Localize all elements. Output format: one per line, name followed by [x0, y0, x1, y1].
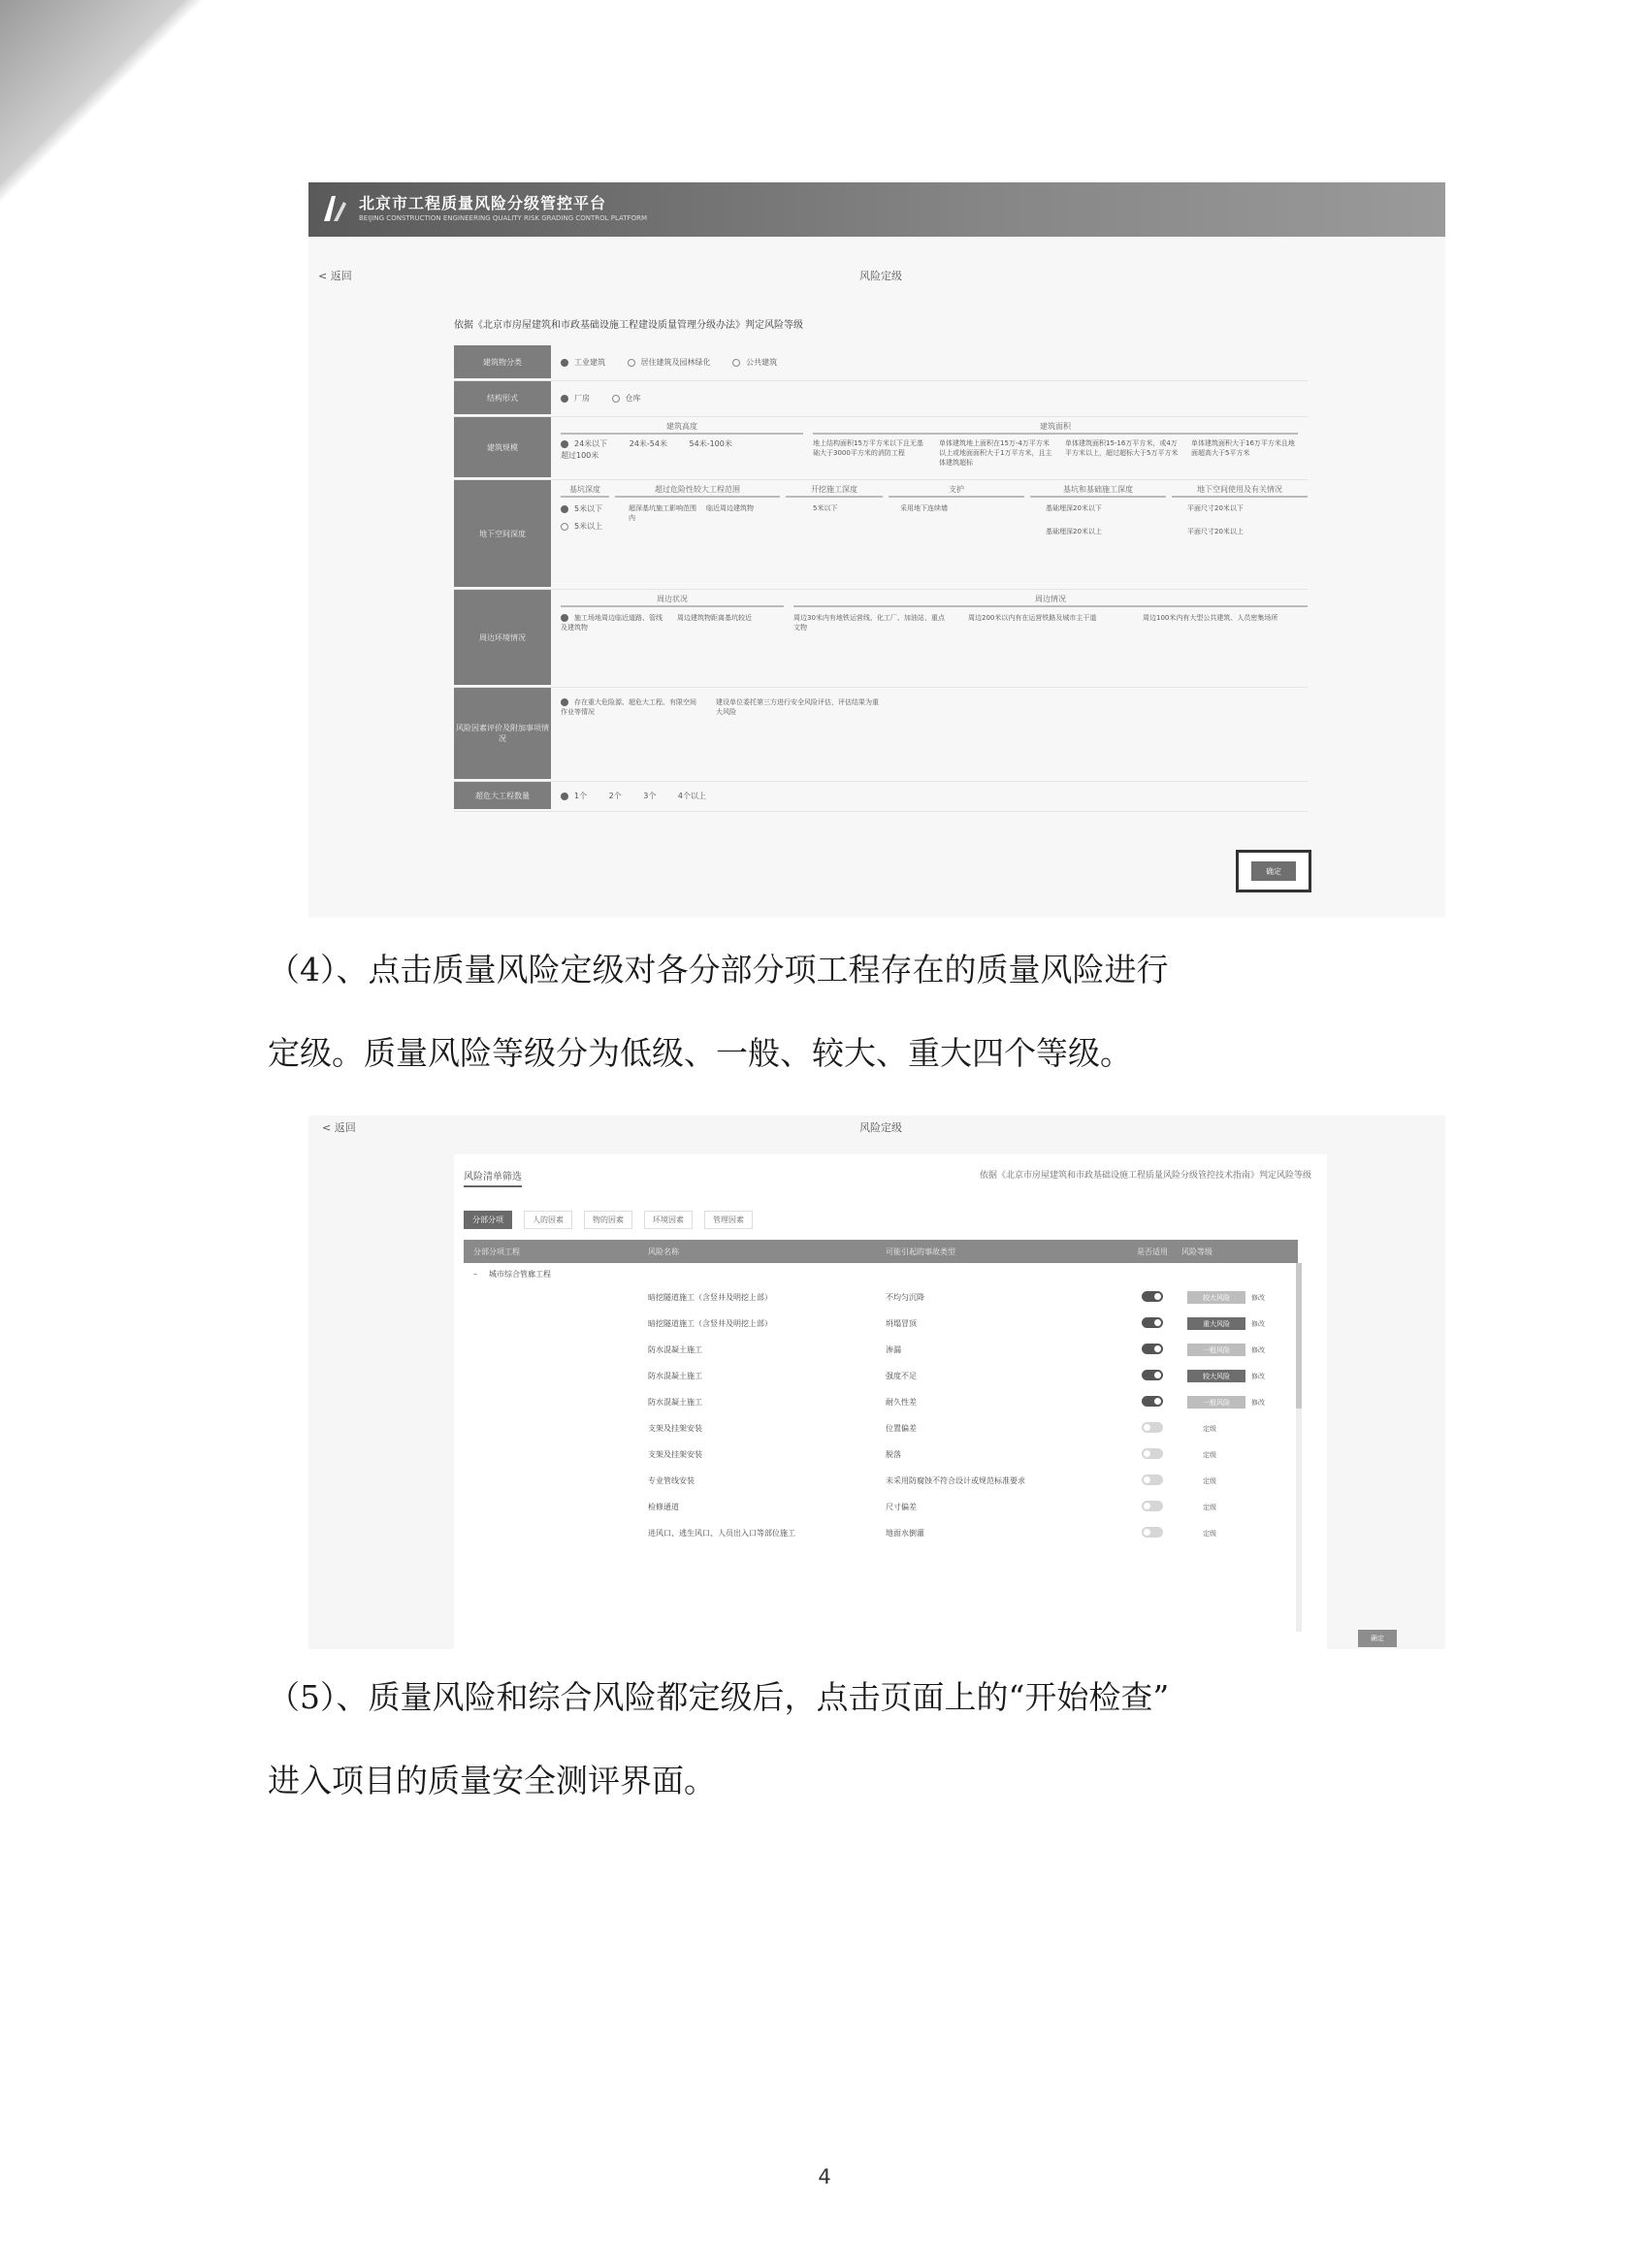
confirm-button[interactable]: 确定: [1358, 1630, 1397, 1647]
risk-name: 暗挖隧道施工（含竖井及明挖上部）: [648, 1319, 772, 1328]
option-radio[interactable]: 54米-100米: [689, 439, 732, 448]
risk-list-card: [454, 1154, 1327, 1649]
risk-name: 暗挖隧道施工（含竖井及明挖上部）: [648, 1293, 772, 1302]
row-label: 周边环境情况: [454, 590, 551, 685]
table-row: [464, 1311, 1298, 1337]
depth-note: 采用地下连续墙: [900, 504, 948, 512]
applicable-toggle[interactable]: [1142, 1344, 1163, 1354]
applicable-toggle[interactable]: [1142, 1291, 1163, 1302]
risk-name: 防水混凝土施工: [648, 1398, 702, 1407]
risk-level-select[interactable]: 一般风险: [1187, 1344, 1245, 1356]
scroll-thumb[interactable]: [1296, 1263, 1302, 1409]
confirm-button[interactable]: 确定: [1251, 861, 1296, 881]
table-row: [464, 1494, 1298, 1520]
row-label: 建筑物分类: [454, 345, 551, 378]
tab-human[interactable]: 人的因素: [524, 1211, 572, 1229]
basis-note: 依据《北京市房屋建筑和市政基础设施工程建设质量管理分级办法》判定风险等级: [454, 320, 803, 331]
group-label: 城市综合管廊工程: [489, 1269, 551, 1279]
table-row: [464, 1520, 1298, 1546]
row-label: 地下空间深度: [454, 480, 551, 587]
instruction-paragraph-5-line2: 进入项目的质量安全测评界面。: [268, 1762, 716, 1799]
depth-note: 平面尺寸20米以下: [1187, 504, 1244, 512]
sub-header: 基坑深度: [561, 484, 609, 498]
table-row: [464, 1415, 1298, 1442]
option-radio[interactable]: 24米-54米: [629, 439, 667, 448]
risk-level-select[interactable]: 较大风险: [1187, 1291, 1245, 1304]
applicable-toggle[interactable]: [1142, 1396, 1163, 1407]
applicable-toggle[interactable]: [1142, 1527, 1163, 1538]
accident-type: 坍塌冒顶: [886, 1319, 917, 1328]
table-row: [464, 1442, 1298, 1468]
depth-note: 5米以下: [813, 504, 838, 512]
radio-selected-icon: [561, 505, 568, 513]
option-radio[interactable]: 5米以下: [561, 503, 613, 515]
risk-table: [464, 1240, 1298, 1546]
edit-link[interactable]: 修改: [1251, 1372, 1265, 1380]
option-radio[interactable]: 1个: [561, 791, 587, 802]
option-radio[interactable]: 超过100米: [561, 451, 599, 460]
accident-type: 强度不足: [886, 1372, 917, 1380]
factor-row-extra-items: [454, 688, 1308, 782]
table-row: [464, 1284, 1298, 1311]
factor-row-surroundings: [454, 590, 1308, 688]
depth-note: 基础埋深20米以下: [1046, 504, 1102, 512]
accident-type: 渗漏: [886, 1345, 901, 1354]
radio-selected-icon: [561, 395, 568, 403]
tab-environment[interactable]: 环境因素: [644, 1211, 693, 1229]
column-header: 可能引起的事故类型: [886, 1247, 955, 1256]
accident-type: 脱落: [886, 1450, 901, 1459]
risk-name: 防水混凝土施工: [648, 1372, 702, 1380]
tab-management[interactable]: 管理因素: [704, 1211, 753, 1229]
option-radio[interactable]: 4个以上: [677, 792, 707, 800]
back-link[interactable]: < 返回: [322, 1121, 356, 1134]
edit-link[interactable]: 修改: [1251, 1293, 1265, 1302]
option-radio[interactable]: 厂房: [561, 393, 590, 405]
row-label: 风险因素评价及附加事项情况: [454, 688, 551, 779]
column-header: 风险名称: [648, 1247, 679, 1256]
rate-link[interactable]: 定级: [1203, 1450, 1216, 1459]
option-radio[interactable]: 工业建筑: [561, 357, 605, 369]
sub-header: 支护: [889, 484, 1024, 498]
rate-link[interactable]: 定级: [1203, 1529, 1216, 1538]
accident-type: 尺寸偏差: [886, 1503, 917, 1511]
platform-title: 北京市工程质量风险分级管控平台: [359, 194, 607, 212]
risk-factor-table: [454, 345, 1308, 812]
rate-link[interactable]: 定级: [1203, 1424, 1216, 1433]
applicable-toggle[interactable]: [1142, 1474, 1163, 1485]
option-radio[interactable]: 居住建筑及园林绿化: [628, 357, 711, 369]
risk-name: 支架及挂架安装: [648, 1424, 702, 1433]
section-title: 风险清单筛选: [464, 1168, 522, 1187]
scale-note: 单体建筑面积大于16万平方米且地面超高大于5平方米: [1191, 439, 1295, 457]
factor-row-underground: [454, 480, 1308, 590]
radio-selected-icon: [561, 440, 568, 448]
sub-header: 地下空间使用及有关情况: [1172, 484, 1308, 498]
accident-type: 位置偏差: [886, 1424, 917, 1433]
page-title: 风险定级: [859, 270, 902, 282]
risk-level-select[interactable]: 一般风险: [1187, 1396, 1245, 1409]
radio-selected-icon: [561, 359, 568, 367]
applicable-toggle[interactable]: [1142, 1448, 1163, 1459]
depth-note: 基础埋深20米以上: [1046, 528, 1102, 535]
factor-row-structure: [454, 381, 1308, 417]
radio-selected-icon: [561, 698, 568, 706]
option-radio[interactable]: 3个: [643, 792, 657, 800]
accident-type: 不均匀沉降: [886, 1293, 924, 1302]
depth-note: 平面尺寸20米以上: [1187, 528, 1244, 535]
accident-type: 地面水倒灌: [886, 1529, 924, 1538]
row-label: 建筑规模: [454, 417, 551, 477]
group-row[interactable]: [464, 1263, 1298, 1284]
instruction-paragraph-5-line1: （5）、质量风险和综合风险都定级后，点击页面上的“开始检查”: [268, 1678, 1170, 1716]
rate-link[interactable]: 定级: [1203, 1503, 1216, 1511]
reference-note: 依据《北京市房屋建筑和市政基础设施工程质量风险分级管控技术指南》判定风险等级: [979, 1171, 1311, 1181]
column-header: 是否适用: [1137, 1247, 1168, 1256]
factor-row-major-projects: [454, 782, 1308, 812]
edit-link[interactable]: 修改: [1251, 1319, 1265, 1328]
instruction-paragraph-4-line1: （4）、点击质量风险定级对各分部分项工程存在的质量风险进行: [268, 951, 1169, 988]
option-radio[interactable]: 24米以下: [561, 438, 607, 450]
table-row: [464, 1389, 1298, 1415]
row-label: 结构形式: [454, 381, 551, 414]
factor-row-building-type: [454, 345, 1308, 381]
option-radio[interactable]: 2个: [608, 792, 622, 800]
sub-header: 超过危险性较大工程范围: [615, 484, 780, 498]
collapse-icon: –: [473, 1269, 477, 1279]
platform-subtitle: BEIJING CONSTRUCTION ENGINEERING QUALITY RISK GRADING CONTROL PLATFORM: [359, 214, 648, 222]
tab-material[interactable]: 物的因素: [584, 1211, 632, 1229]
sub-header: 周边状况: [561, 594, 784, 607]
platform-logo-icon: [318, 192, 351, 225]
env-note: 周边100米内有大型公共建筑、人员密集场所: [1143, 614, 1278, 622]
radio-icon: [561, 523, 568, 531]
rate-link[interactable]: 定级: [1203, 1476, 1216, 1485]
risk-name: 检修通道: [648, 1503, 679, 1511]
risk-rating-form-screenshot: [308, 182, 1445, 918]
radio-selected-icon: [561, 793, 568, 800]
row-label: 超危大工程数量: [454, 782, 551, 809]
page-number: 4: [818, 2165, 831, 2188]
applicable-toggle[interactable]: [1142, 1317, 1163, 1328]
table-header: [464, 1240, 1298, 1263]
risk-level-select[interactable]: 较大风险: [1187, 1370, 1245, 1382]
factor-row-scale: [454, 417, 1308, 480]
applicable-toggle[interactable]: [1142, 1370, 1163, 1380]
risk-name: 专业管线安装: [648, 1476, 695, 1485]
env-note: 周边30米内有地铁运营线、化工厂、加油站、重点文物: [793, 614, 945, 632]
depth-note: 超深基坑施工影响范围内: [629, 504, 696, 522]
table-scrollbar[interactable]: [1296, 1263, 1302, 1632]
table-row: [464, 1363, 1298, 1389]
scale-note: 地上结构面积15万平方米以下且无基础大于3000平方米的消防工程: [813, 439, 923, 457]
scale-note: 单体建筑地上面积在15万-4万平方米以上或地面面积大于1万平方米，且主体建筑超标: [939, 439, 1052, 467]
quality-risk-list-screenshot: [308, 1116, 1445, 1649]
sub-header: 周边情况: [793, 594, 1308, 607]
table-row: [464, 1337, 1298, 1363]
risk-name: 支架及挂架安装: [648, 1450, 702, 1459]
option-radio[interactable]: 5米以上: [561, 521, 613, 533]
sub-header: 建筑面积: [813, 421, 1298, 435]
page-title: 风险定级: [859, 1121, 902, 1134]
platform-banner: [308, 182, 1445, 237]
risk-name: 进风口、逃生风口、人员出入口等部位施工: [648, 1529, 795, 1538]
radio-icon: [732, 359, 740, 367]
instruction-paragraph-4-line2: 定级。质量风险等级分为低级、一般、较大、重大四个等级。: [268, 1034, 1132, 1072]
tab-subdivision[interactable]: 分部分项: [464, 1211, 512, 1229]
sub-header: 建筑高度: [561, 421, 803, 435]
option-radio[interactable]: 仓库: [612, 393, 641, 405]
factor-tabs: [464, 1211, 764, 1229]
sub-header: 基坑和基础施工深度: [1030, 484, 1166, 498]
confirm-highlight: [1236, 850, 1311, 892]
risk-name: 防水混凝土施工: [648, 1345, 702, 1354]
scale-note: 单体建筑面积15-16万平方米，或4万平方米以上，超过超标大于5万平方米: [1065, 439, 1179, 457]
table-row: [464, 1468, 1298, 1494]
applicable-toggle[interactable]: [1142, 1501, 1163, 1511]
sub-header: 开挖施工深度: [786, 484, 883, 498]
radio-icon: [612, 395, 620, 403]
extra-note: 建设单位委托第三方进行安全风险评估，评估结果为重大风险: [716, 698, 879, 716]
accident-type: 未采用防腐蚀不符合设计或规范标准要求: [886, 1476, 1025, 1485]
env-note: 周边200米以内有在运营铁路及城市主干道: [968, 614, 1097, 622]
radio-icon: [628, 359, 635, 367]
edit-link[interactable]: 修改: [1251, 1345, 1265, 1354]
option-radio[interactable]: 施工场地周边临近道路、管线及建筑物: [561, 614, 663, 632]
page-corner-fold: [0, 0, 204, 204]
edit-link[interactable]: 修改: [1251, 1398, 1265, 1407]
column-header: 分部分项工程: [473, 1247, 520, 1256]
option-radio[interactable]: 存在重大危险源、超危大工程、有限空间作业等情况: [561, 698, 696, 716]
depth-note: 临近周边建筑物: [706, 504, 754, 512]
column-header: 风险等级: [1181, 1247, 1212, 1256]
back-link[interactable]: < 返回: [318, 270, 352, 282]
risk-level-select[interactable]: 重大风险: [1187, 1317, 1245, 1330]
radio-selected-icon: [561, 614, 568, 622]
accident-type: 耐久性差: [886, 1398, 917, 1407]
applicable-toggle[interactable]: [1142, 1422, 1163, 1433]
env-note: 周边建筑物距离基坑较近: [677, 614, 752, 622]
option-radio[interactable]: 公共建筑: [732, 357, 777, 369]
